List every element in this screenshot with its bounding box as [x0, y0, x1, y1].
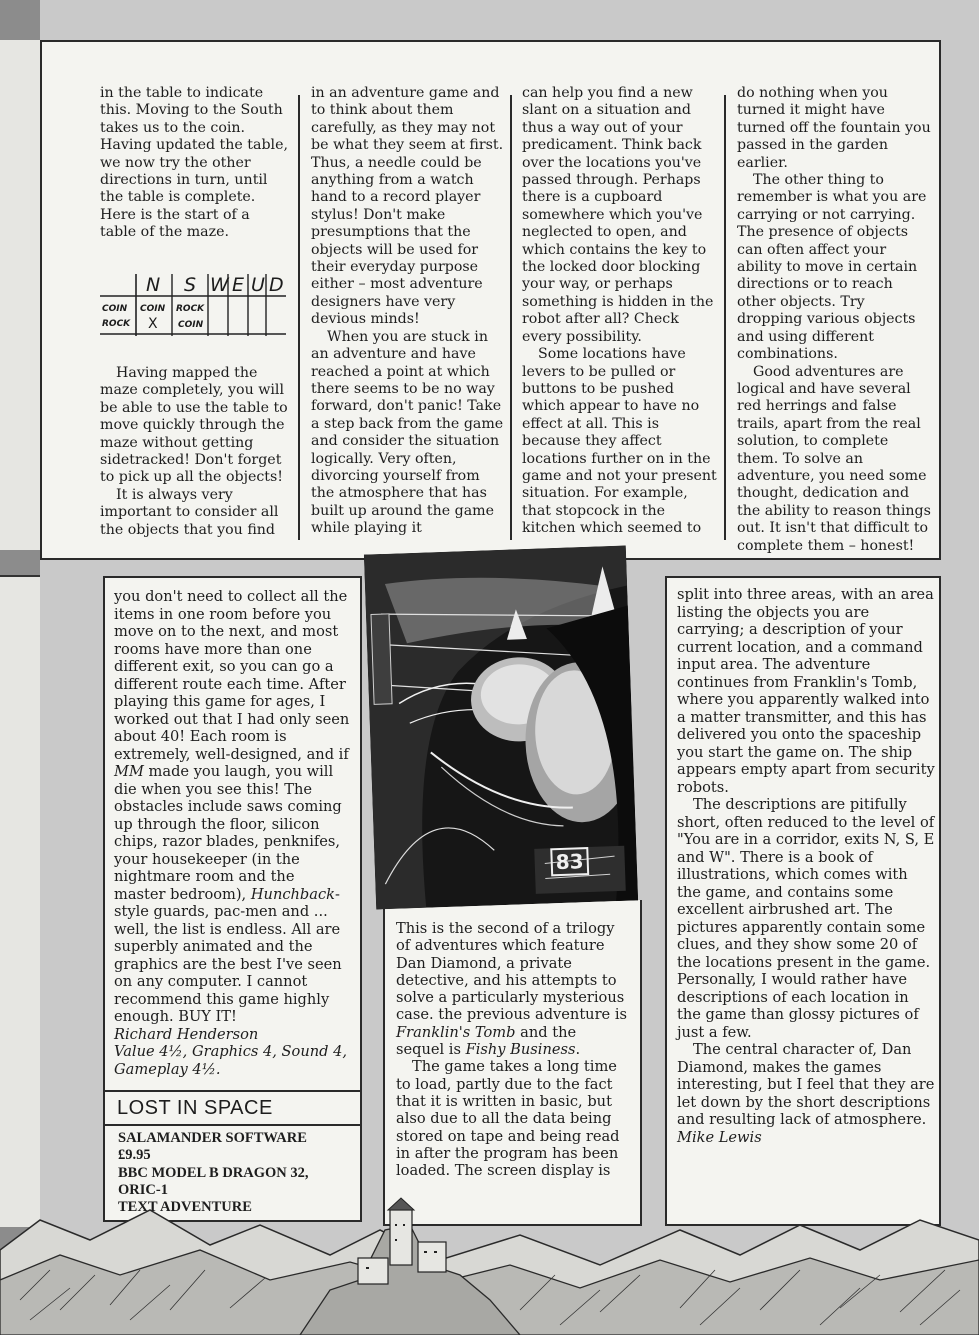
game-title-franklins-tomb: Franklin's Tomb	[396, 1023, 516, 1041]
article-column-2	[311, 85, 507, 538]
maze-header-u: U	[251, 274, 266, 296]
maze-cell: COIN	[140, 304, 166, 314]
maze-header-n: N	[146, 274, 162, 296]
maze-header-d: D	[269, 274, 285, 296]
article-column-1	[100, 85, 290, 242]
paragraph: you don't need to collect all the items in one room before you move on to the next, and most rooms have more than one different exit, so you can go a different route each time. After playing this game for ages, I worked out that I had only seen about 40! Each room is extremely, well-designed, and if MM made you laugh, you will die when you see this! The obstacles include saws coming up through the floor, silicon chips, razor blades, penknifes, your housekeeper (in the nightmare room and the master bedroom), Hunchback-style guards, pac-men and ... well, the list is endless. All are superbly animated and the graphics are the best I've seen on any computer. I cannot recommend this game highly enough. BUY IT!	[114, 588, 350, 1025]
maze-header-w: W	[210, 274, 230, 296]
illustration-artwork	[364, 546, 638, 910]
paragraph: The descriptions are pitifully short, often reduced to the level of "You are in a corridor, exits N, S, E and W". There is a book of illustrations, which comes with the game, and contains some excellent airbrushed art. The pictures apparently contain some clues, and they show some 20 of the locations present in the game. Personally, I would rather have descriptions of each location in the game than glossy pictures of just a few.	[677, 796, 935, 1041]
paragraph: can help you find a new slant on a situation and thus a way out of your predicament. Think back over the locations you've passed through. Perhaps there is a cupboard somewhere which you've neglected to open, and which contains the key to the locked door blocking your way, or perhaps something is hidden in the robot after all? Check every possibility.	[522, 85, 714, 345]
paragraph: Some locations have levers to be pulled or buttons to be pushed which appear to have no effect at all. This is because they affect locations further on in the game and not your present situation. For example, that stopcock in the kitchen which seemed to	[522, 346, 717, 537]
maze-header-e: E	[232, 274, 246, 296]
genre: TEXT ADVENTURE	[118, 1199, 252, 1216]
paragraph: in the table to indicate this. Moving to the South takes us to the coin. Having updated the table, we now try the other directions in turn, until the table is complete. Here is the start of a table of the maze.	[100, 85, 288, 241]
paragraph: in an adventure game and to think about them carefully, as they may not be what they seem at first. Thus, a needle could be anything from a watch hand to a record player stylus! Don't make presumptions that the objects will be used for their everyday purpose either – most adventure designers have very devious minds!	[311, 85, 504, 328]
paragraph: It is always very important to consider all the objects that you find	[100, 486, 279, 538]
game-title-hunchback: Hunchback	[250, 885, 335, 903]
maze-cell: X	[148, 316, 158, 332]
article-column-1-continued	[100, 365, 290, 539]
article-column-4	[737, 85, 932, 555]
paragraph: Good adventures are logical and have several red herrings and false trails, apart from the real solution, to complete them. To solve an adventure, you need some thought, dedication and the ability to reason things out. It isn't that difficult to complete them – honest!	[737, 363, 931, 554]
column-divider	[510, 95, 512, 540]
publisher: SALAMANDER SOFTWARE	[118, 1130, 307, 1146]
illustration-corner-number: 83	[550, 847, 589, 876]
paragraph: do nothing when you turned it might have turned off the fountain you passed in the garden earlier.	[737, 85, 931, 171]
maze-cell: COIN	[178, 320, 204, 330]
maze-row-label: COIN	[102, 304, 128, 314]
maze-cell: ROCK	[176, 304, 205, 314]
column-divider	[298, 95, 300, 540]
spine-panel-bottom	[0, 575, 40, 1227]
article-column-3	[522, 85, 718, 538]
review-text-previous	[114, 588, 350, 1078]
ratings: Value 4½, Graphics 4, Sound 4, Gameplay 4½.	[114, 1043, 348, 1078]
paragraph: When you are stuck in an adventure and have reached a point at which there seems to be no way forward, don't panic! Take a step back from the game and consider the situation logically. Very often, divorcing yourself from the atmosphere that has built up around the game while playing it	[311, 328, 504, 537]
game-info-header	[103, 1090, 362, 1126]
machines: ORIC-1	[118, 1181, 168, 1198]
review-text-lost-in-space	[396, 920, 628, 1179]
paragraph: Having mapped the maze completely, you will be able to use the table to move quickly through the maze without getting sidetracked! Don't forget to pick up all the objects!	[100, 365, 288, 486]
maze-header-s: S	[184, 274, 198, 296]
maze-table	[100, 272, 290, 338]
machines: BBC MODEL B DRAGON 32,	[118, 1164, 309, 1181]
price: £9.95	[118, 1147, 151, 1164]
game-title: LOST IN SPACE	[117, 1097, 273, 1119]
reviewer-name: Richard Henderson	[114, 1025, 259, 1043]
column-divider	[724, 95, 726, 540]
paragraph: The central character of, Dan Diamond, makes the games interesting, but I feel that they are let down by the short descriptions and resulting lack of atmosphere.	[677, 1041, 935, 1128]
game-title-mm: MM	[114, 763, 144, 780]
mountain-castle-illustration	[0, 1170, 979, 1335]
reviewer-name: Mike Lewis	[677, 1128, 762, 1146]
paragraph: split into three areas, with an area listing the objects you are carrying; a description of your current location, and a command input area. The adventure continues from Franklin's Tomb, where you apparently walked into a matter transmitter, and this has delivered you onto the spaceship you start the game on. The ship appears empty apart from security robots.	[677, 586, 935, 796]
paragraph: The game takes a long time to load, partly due to the fact that it is written in basic, but also due to all the data being stored on tape and being read in after the program has been loaded. The screen display is	[396, 1058, 620, 1180]
spaceship-illustration	[364, 546, 638, 910]
paragraph: The other thing to remember is what you are carrying or not carrying. The presence of objects can often affect your ability to move in certain directions or to reach other objects. Try dropping various objects and using different combinations.	[737, 172, 927, 363]
review-text-continued	[677, 586, 935, 1146]
spine-panel-top	[0, 40, 40, 550]
paragraph: This is the second of a trilogy of adventures which feature Dan Diamond, a private detective, and his attempts to solve a particularly mysterious case. the previous adventure is Franklin's Tomb and the sequel is Fishy Business.	[396, 920, 627, 1059]
game-title-fishy-business: Fishy Business	[465, 1041, 576, 1059]
maze-row-label: ROCK	[102, 319, 131, 329]
